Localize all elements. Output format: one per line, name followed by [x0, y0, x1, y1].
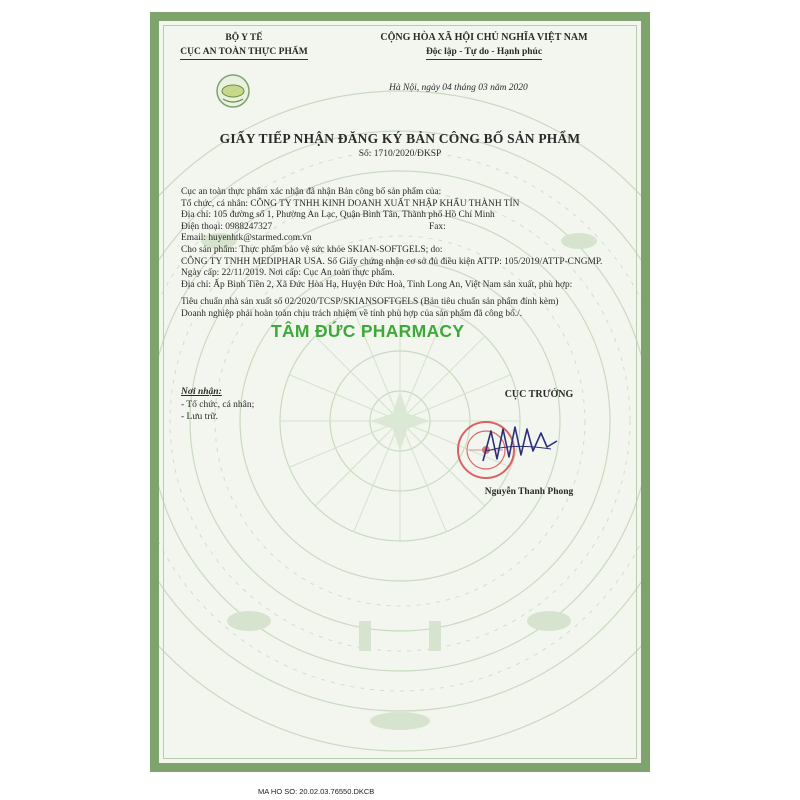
manufacturer-address-line: Địa chỉ: Ấp Bình Tiền 2, Xã Đức Hòa Hạ, Huyện Đức Hoà, Tỉnh Long An, Việt Nam sản xuất, phù hợp: [181, 279, 573, 290]
intro-line: Cục an toàn thực phẩm xác nhận đã nhận Bản công bố sản phẩm của: [181, 187, 442, 197]
ministry-name: BỘ Y TẾ [225, 33, 263, 43]
recipients-heading: Nơi nhận: [181, 387, 222, 397]
nation-header [339, 31, 629, 60]
product-line: Cho sản phẩm: Thực phẩm bảo vệ sức khỏe SKIAN-SOFTGELS; do: [181, 244, 443, 255]
file-code: MA HO SO: 20.02.03.76550.DKCB [258, 787, 375, 796]
fax-line: Fax: [429, 221, 446, 232]
signer-title: CỤC TRƯỞNG [504, 389, 574, 400]
national-motto: Độc lập - Tự do - Hạnh phúc [426, 45, 542, 60]
signer-name: Nguyễn Thanh Phong [484, 487, 574, 497]
country-name: CỘNG HÒA XÃ HỘI CHỦ NGHĨA VIỆT NAM [380, 32, 588, 43]
recipient-item: - Lưu trữ. [181, 412, 218, 422]
recipients-list [181, 399, 254, 423]
standard-line: Tiêu chuẩn nhà sản xuất số 02/2020/TCSP/SKIANSOFTGELS (Bản tiêu chuẩn sản phẩm đính kèm) [181, 297, 559, 308]
email-line: Email: huyenhtk@starmed.com.vn [181, 233, 312, 244]
certificate-paper [159, 21, 641, 763]
department-name: CỤC AN TOÀN THỰC PHẨM [180, 45, 307, 60]
food-safety-logo-icon [215, 73, 251, 109]
manufacturer-line: CÔNG TY TNHH MEDIPHAR USA. Số Giấy chứng nhận cơ sở đủ điều kiện ATTP: 105/2019/ATTP-CNGMP. Ngày cấp: 22/11/2019. Nơi cấp: Cục An toàn thực phẩm. [181, 256, 603, 279]
document-title: GIẤY TIẾP NHẬN ĐĂNG KÝ BẢN CÔNG BỐ SẢN PHẨM [219, 131, 581, 146]
contact-line [181, 222, 621, 234]
issuer-header [169, 31, 319, 60]
certificate-frame [150, 12, 650, 772]
pharmacy-watermark: TÂM ĐỨC PHARMACY [271, 321, 465, 341]
signature-icon [481, 421, 561, 471]
document-number: Số: 1710/2020/ĐKSP [358, 149, 442, 159]
issue-date: Hà Nội, ngày 04 tháng 03 năm 2020 [389, 83, 528, 93]
organization-line: Tổ chức, cá nhân: CÔNG TY TNHH KINH DOANH XUẤT NHẬP KHẨU THÀNH TÍN [181, 198, 520, 209]
responsibility-line: Doanh nghiệp phải hoàn toàn chịu trách nhiệm về tính phù hợp của sản phẩm đã công bố./. [181, 308, 523, 319]
phone-line: Điện thoại: 0988247327 [181, 221, 273, 232]
document-body [181, 187, 621, 321]
recipient-item: - Tổ chức, cá nhân; [181, 400, 255, 410]
address-line: Địa chỉ: 105 đường số 1, Phường An Lạc, Quận Bình Tân, Thành phố Hồ Chí Minh [181, 210, 495, 221]
